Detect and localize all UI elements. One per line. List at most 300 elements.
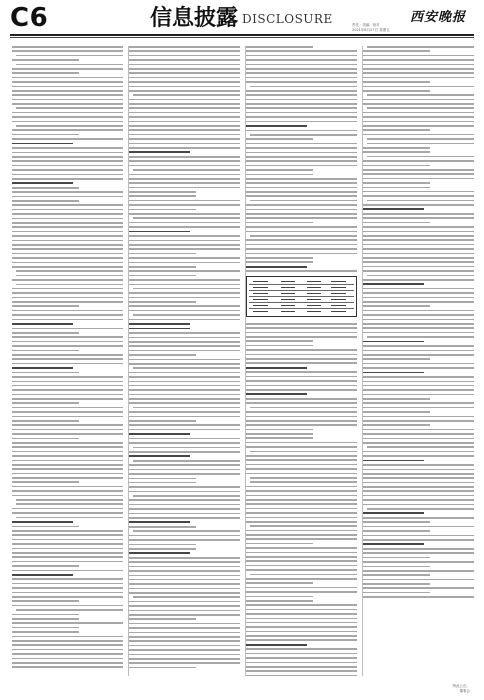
text-line: [129, 508, 240, 510]
text-line: [246, 209, 357, 211]
text-line: [12, 262, 123, 264]
table-cell: [281, 305, 296, 306]
text-line: [12, 407, 123, 409]
text-line: [12, 627, 79, 629]
text-line: [129, 337, 240, 339]
text-line: [246, 662, 357, 664]
text-line: [12, 381, 123, 383]
text-line: [129, 618, 196, 620]
text-line: [129, 125, 240, 127]
text-line: [246, 657, 357, 659]
text-line: [12, 556, 123, 558]
text-line: [129, 160, 240, 162]
table-cell: [307, 311, 322, 312]
text-line: [129, 46, 240, 48]
text-line: [246, 46, 313, 48]
text-line: [363, 521, 430, 523]
text-line: [129, 548, 196, 550]
data-table: [246, 276, 357, 317]
text-line: [363, 341, 424, 343]
text-line: [12, 631, 79, 633]
text-line: [246, 499, 357, 501]
text-line: [246, 648, 357, 650]
text-line: [12, 442, 123, 444]
text-line: [12, 94, 123, 96]
text-line: [129, 451, 240, 453]
text-column-4: [363, 46, 474, 676]
text-line: [367, 107, 474, 109]
text-line: [246, 182, 357, 184]
text-line: [246, 521, 357, 523]
text-line: [129, 112, 240, 114]
text-line: [129, 253, 196, 255]
text-line: [12, 455, 123, 457]
text-line: [246, 195, 357, 197]
text-line: [12, 174, 123, 176]
text-line: [363, 464, 474, 466]
text-line: [12, 389, 123, 391]
text-line: [246, 578, 357, 580]
text-line: [363, 288, 474, 290]
text-line: [129, 231, 190, 233]
text-line: [246, 446, 357, 448]
text-line: [12, 521, 73, 523]
text-line: [250, 574, 357, 576]
text-line: [246, 143, 357, 145]
text-line: [246, 565, 357, 567]
text-line: [363, 257, 474, 259]
text-line: [363, 469, 474, 471]
text-line: [363, 99, 474, 101]
text-line: [12, 614, 79, 616]
text-line: [12, 143, 73, 145]
text-line: [363, 381, 474, 383]
text-line: [129, 402, 240, 404]
text-line: [363, 248, 474, 250]
text-line: [246, 468, 357, 470]
table-cell: [253, 311, 268, 312]
text-line: [246, 231, 357, 233]
text-line: [363, 160, 474, 162]
text-line: [250, 86, 357, 88]
text-line: [363, 173, 474, 175]
text-line: [246, 165, 357, 167]
text-line: [12, 99, 123, 101]
text-line: [363, 305, 430, 307]
text-line: [363, 134, 474, 136]
text-line: [246, 639, 357, 641]
text-line: [129, 50, 240, 52]
text-line: [129, 284, 240, 286]
text-line: [12, 297, 123, 299]
text-line: [12, 350, 79, 352]
text-line: [246, 591, 357, 593]
table-cell: [331, 299, 346, 300]
text-line: [129, 328, 190, 330]
text-line: [246, 253, 357, 255]
text-line: [363, 438, 474, 440]
text-line: [129, 469, 240, 471]
text-line: [129, 411, 240, 413]
text-line: [12, 121, 123, 123]
text-line: [246, 389, 357, 391]
text-line: [363, 376, 474, 378]
text-line: [246, 582, 313, 584]
text-line: [246, 622, 357, 624]
text-line: [129, 636, 240, 638]
text-line: [12, 477, 123, 479]
text-line: [246, 473, 357, 475]
text-line: [246, 121, 357, 123]
text-line: [129, 174, 240, 176]
text-line: [12, 587, 123, 589]
text-line: [129, 151, 190, 153]
text-line: [129, 372, 240, 374]
text-line: [12, 103, 123, 105]
text-line: [12, 323, 73, 325]
text-line: [363, 319, 474, 321]
text-line: [12, 583, 123, 585]
text-line: [129, 55, 240, 57]
text-line: [12, 600, 79, 602]
text-line: [133, 367, 240, 369]
text-line: [246, 437, 313, 439]
text-line: [129, 473, 240, 475]
text-line: [363, 165, 430, 167]
text-line: [12, 416, 123, 418]
text-line: [12, 191, 123, 193]
text-line: [246, 178, 357, 180]
text-line: [129, 667, 196, 669]
text-line: [246, 631, 357, 633]
text-line: [363, 151, 430, 153]
text-line: [363, 433, 474, 435]
text-line: [129, 521, 190, 523]
text-line: [363, 191, 474, 193]
text-line: [129, 588, 240, 590]
text-line: [129, 561, 240, 563]
text-line: [246, 459, 357, 461]
text-line: [129, 275, 196, 277]
table-cell: [281, 293, 296, 294]
masthead: [0, 0, 484, 38]
text-line: [12, 658, 123, 660]
text-line: [246, 402, 357, 404]
text-line: [12, 622, 123, 624]
text-line: [250, 235, 357, 237]
text-line: [363, 68, 474, 70]
text-line: [12, 112, 123, 114]
text-line: [12, 129, 123, 131]
text-line: [363, 354, 474, 356]
text-line: [363, 512, 424, 514]
text-line: [363, 495, 474, 497]
text-line: [129, 310, 240, 312]
text-line: [12, 134, 79, 136]
text-line: [129, 552, 190, 554]
text-line: [129, 579, 240, 581]
text-line: [12, 636, 123, 638]
text-line: [246, 81, 357, 83]
footer-signature: 董事会: [459, 689, 470, 693]
text-line: [12, 218, 123, 220]
text-line: [246, 59, 357, 61]
text-line: [129, 244, 240, 246]
text-line: [129, 297, 240, 299]
text-line: [12, 77, 123, 79]
text-line: [246, 156, 357, 158]
text-line: [129, 394, 240, 396]
text-line: [12, 257, 123, 259]
table-cell: [331, 305, 346, 306]
text-line: [133, 314, 240, 316]
text-line: [12, 561, 123, 563]
text-line: [129, 654, 240, 656]
table-cell: [281, 287, 296, 288]
text-line: [129, 614, 240, 616]
text-line: [129, 191, 196, 193]
table-cell: [281, 281, 296, 282]
text-line: [129, 350, 240, 352]
text-line: [246, 433, 313, 435]
text-line: [129, 632, 240, 634]
text-line: [246, 323, 357, 325]
text-line: [246, 174, 313, 176]
text-line: [246, 130, 357, 132]
text-line: [12, 116, 123, 118]
text-line: [12, 235, 123, 237]
table-cell: [331, 281, 346, 282]
text-line: [363, 283, 424, 285]
text-line: [12, 376, 123, 378]
text-line: [12, 182, 73, 184]
text-line: [246, 222, 313, 224]
text-line: [12, 68, 123, 70]
text-line: [363, 499, 474, 501]
text-line: [133, 596, 240, 598]
text-line: [367, 94, 474, 96]
text-line: [12, 165, 123, 167]
text-line: [246, 393, 307, 395]
text-line: [246, 517, 357, 519]
text-line: [12, 253, 123, 255]
text-line: [129, 429, 240, 431]
text-line: [363, 552, 474, 554]
text-line: [250, 477, 357, 479]
text-line: [12, 481, 79, 483]
text-line: [363, 204, 474, 206]
text-line: [129, 226, 240, 228]
text-line: [129, 499, 240, 501]
text-line: [367, 446, 474, 448]
text-line: [363, 535, 474, 537]
text-line: [363, 451, 474, 453]
text-line: [363, 116, 474, 118]
text-line: [129, 662, 240, 664]
table-cell: [307, 293, 322, 294]
text-line: [129, 544, 196, 546]
text-line: [363, 596, 474, 598]
text-line: [363, 557, 430, 559]
text-line: [246, 464, 357, 466]
text-line: [246, 376, 357, 378]
text-line: [246, 327, 357, 329]
text-line: [129, 345, 240, 347]
text-line: [363, 539, 474, 541]
text-line: [12, 305, 79, 307]
text-line: [129, 134, 240, 136]
text-line: [12, 473, 123, 475]
text-line: [363, 90, 430, 92]
text-line: [363, 402, 474, 404]
text-line: [12, 495, 123, 497]
section-title: 信息披露: [150, 5, 239, 31]
text-line: [129, 156, 240, 158]
text-line: [246, 187, 357, 189]
text-line: [250, 525, 357, 527]
text-line: [12, 618, 79, 620]
text-line: [363, 244, 474, 246]
text-line: [129, 539, 240, 541]
text-line: [367, 275, 474, 277]
text-line: [12, 81, 123, 83]
text-line: [12, 385, 123, 387]
text-line: [12, 240, 123, 242]
text-line: [363, 526, 474, 528]
text-line: [129, 442, 240, 444]
text-line: [246, 371, 357, 373]
text-line: [246, 442, 357, 444]
text-line: [129, 103, 240, 105]
text-line: [129, 270, 240, 272]
text-line: [16, 107, 123, 109]
text-line: [363, 235, 474, 237]
table-cell: [253, 281, 268, 282]
text-line: [12, 178, 123, 180]
text-line: [250, 134, 357, 136]
text-line: [246, 560, 357, 562]
text-line: [363, 50, 430, 52]
text-line: [129, 116, 240, 118]
text-line: [246, 358, 357, 360]
text-line: [12, 345, 123, 347]
text-line: [12, 336, 123, 338]
text-line: [129, 81, 240, 83]
text-line: [129, 640, 240, 642]
text-line: [246, 486, 357, 488]
text-line: [12, 213, 123, 215]
text-line: [129, 262, 240, 264]
text-line: [129, 517, 240, 519]
text-line: [363, 310, 474, 312]
text-line: [363, 64, 474, 66]
text-line: [363, 86, 474, 88]
text-line: [246, 666, 357, 668]
text-line: [129, 464, 240, 466]
text-line: [246, 618, 357, 620]
text-line: [129, 138, 240, 140]
text-line: [363, 103, 474, 105]
text-line: [12, 543, 123, 545]
text-line: [129, 363, 240, 365]
text-line: [246, 495, 357, 497]
text-line: [12, 288, 123, 290]
header-date-line: 2021年8月27日 星期五: [352, 28, 390, 32]
text-line: [363, 561, 474, 563]
text-line: [129, 610, 240, 612]
text-line: [12, 222, 123, 224]
text-line: [363, 592, 430, 594]
text-line: [12, 398, 123, 400]
text-line: [129, 72, 240, 74]
text-line: [363, 429, 474, 431]
text-line: [12, 468, 123, 470]
text-line: [246, 94, 357, 96]
text-line: [363, 239, 474, 241]
text-line: [12, 570, 123, 572]
text-line: [363, 323, 474, 325]
text-line: [363, 178, 474, 180]
text-line: [246, 508, 357, 510]
header-meta-line: 责任 · 美编 · 校对: [352, 23, 380, 27]
text-line: [12, 244, 123, 246]
text-line: [129, 292, 240, 294]
text-line: [363, 59, 474, 61]
text-line: [246, 534, 357, 536]
text-line: [246, 266, 307, 268]
text-line: [363, 81, 430, 83]
text-line: [363, 367, 474, 369]
text-line: [363, 570, 474, 572]
text-line: [133, 217, 240, 219]
text-line: [133, 288, 240, 290]
text-line: [12, 169, 123, 171]
text-line: [12, 411, 123, 413]
text-line: [363, 187, 430, 189]
text-line: [363, 574, 430, 576]
text-line: [12, 358, 123, 360]
text-line: [363, 222, 430, 224]
text-line: [129, 605, 240, 607]
text-line: [12, 341, 123, 343]
text-column-1: [12, 46, 123, 676]
text-line: [246, 626, 357, 628]
text-line: [129, 204, 240, 206]
text-line: [129, 658, 240, 660]
text-line: [129, 341, 240, 343]
text-line: [363, 420, 474, 422]
text-line: [363, 566, 430, 568]
text-line: [246, 345, 313, 347]
text-line: [129, 420, 196, 422]
text-line: [363, 460, 424, 462]
text-line: [363, 530, 430, 532]
text-line: [363, 292, 474, 294]
text-line: [246, 213, 357, 215]
text-line: [363, 55, 474, 57]
text-line: [133, 495, 240, 497]
text-line: [246, 90, 357, 92]
text-line: [12, 592, 123, 594]
text-line: [129, 645, 240, 647]
header-rule-thin: [10, 37, 474, 38]
text-line: [12, 402, 79, 404]
text-line: [129, 305, 240, 307]
text-line: [246, 512, 357, 514]
text-line: [363, 129, 430, 131]
header-rule-thick: [10, 34, 474, 36]
text-line: [12, 90, 123, 92]
